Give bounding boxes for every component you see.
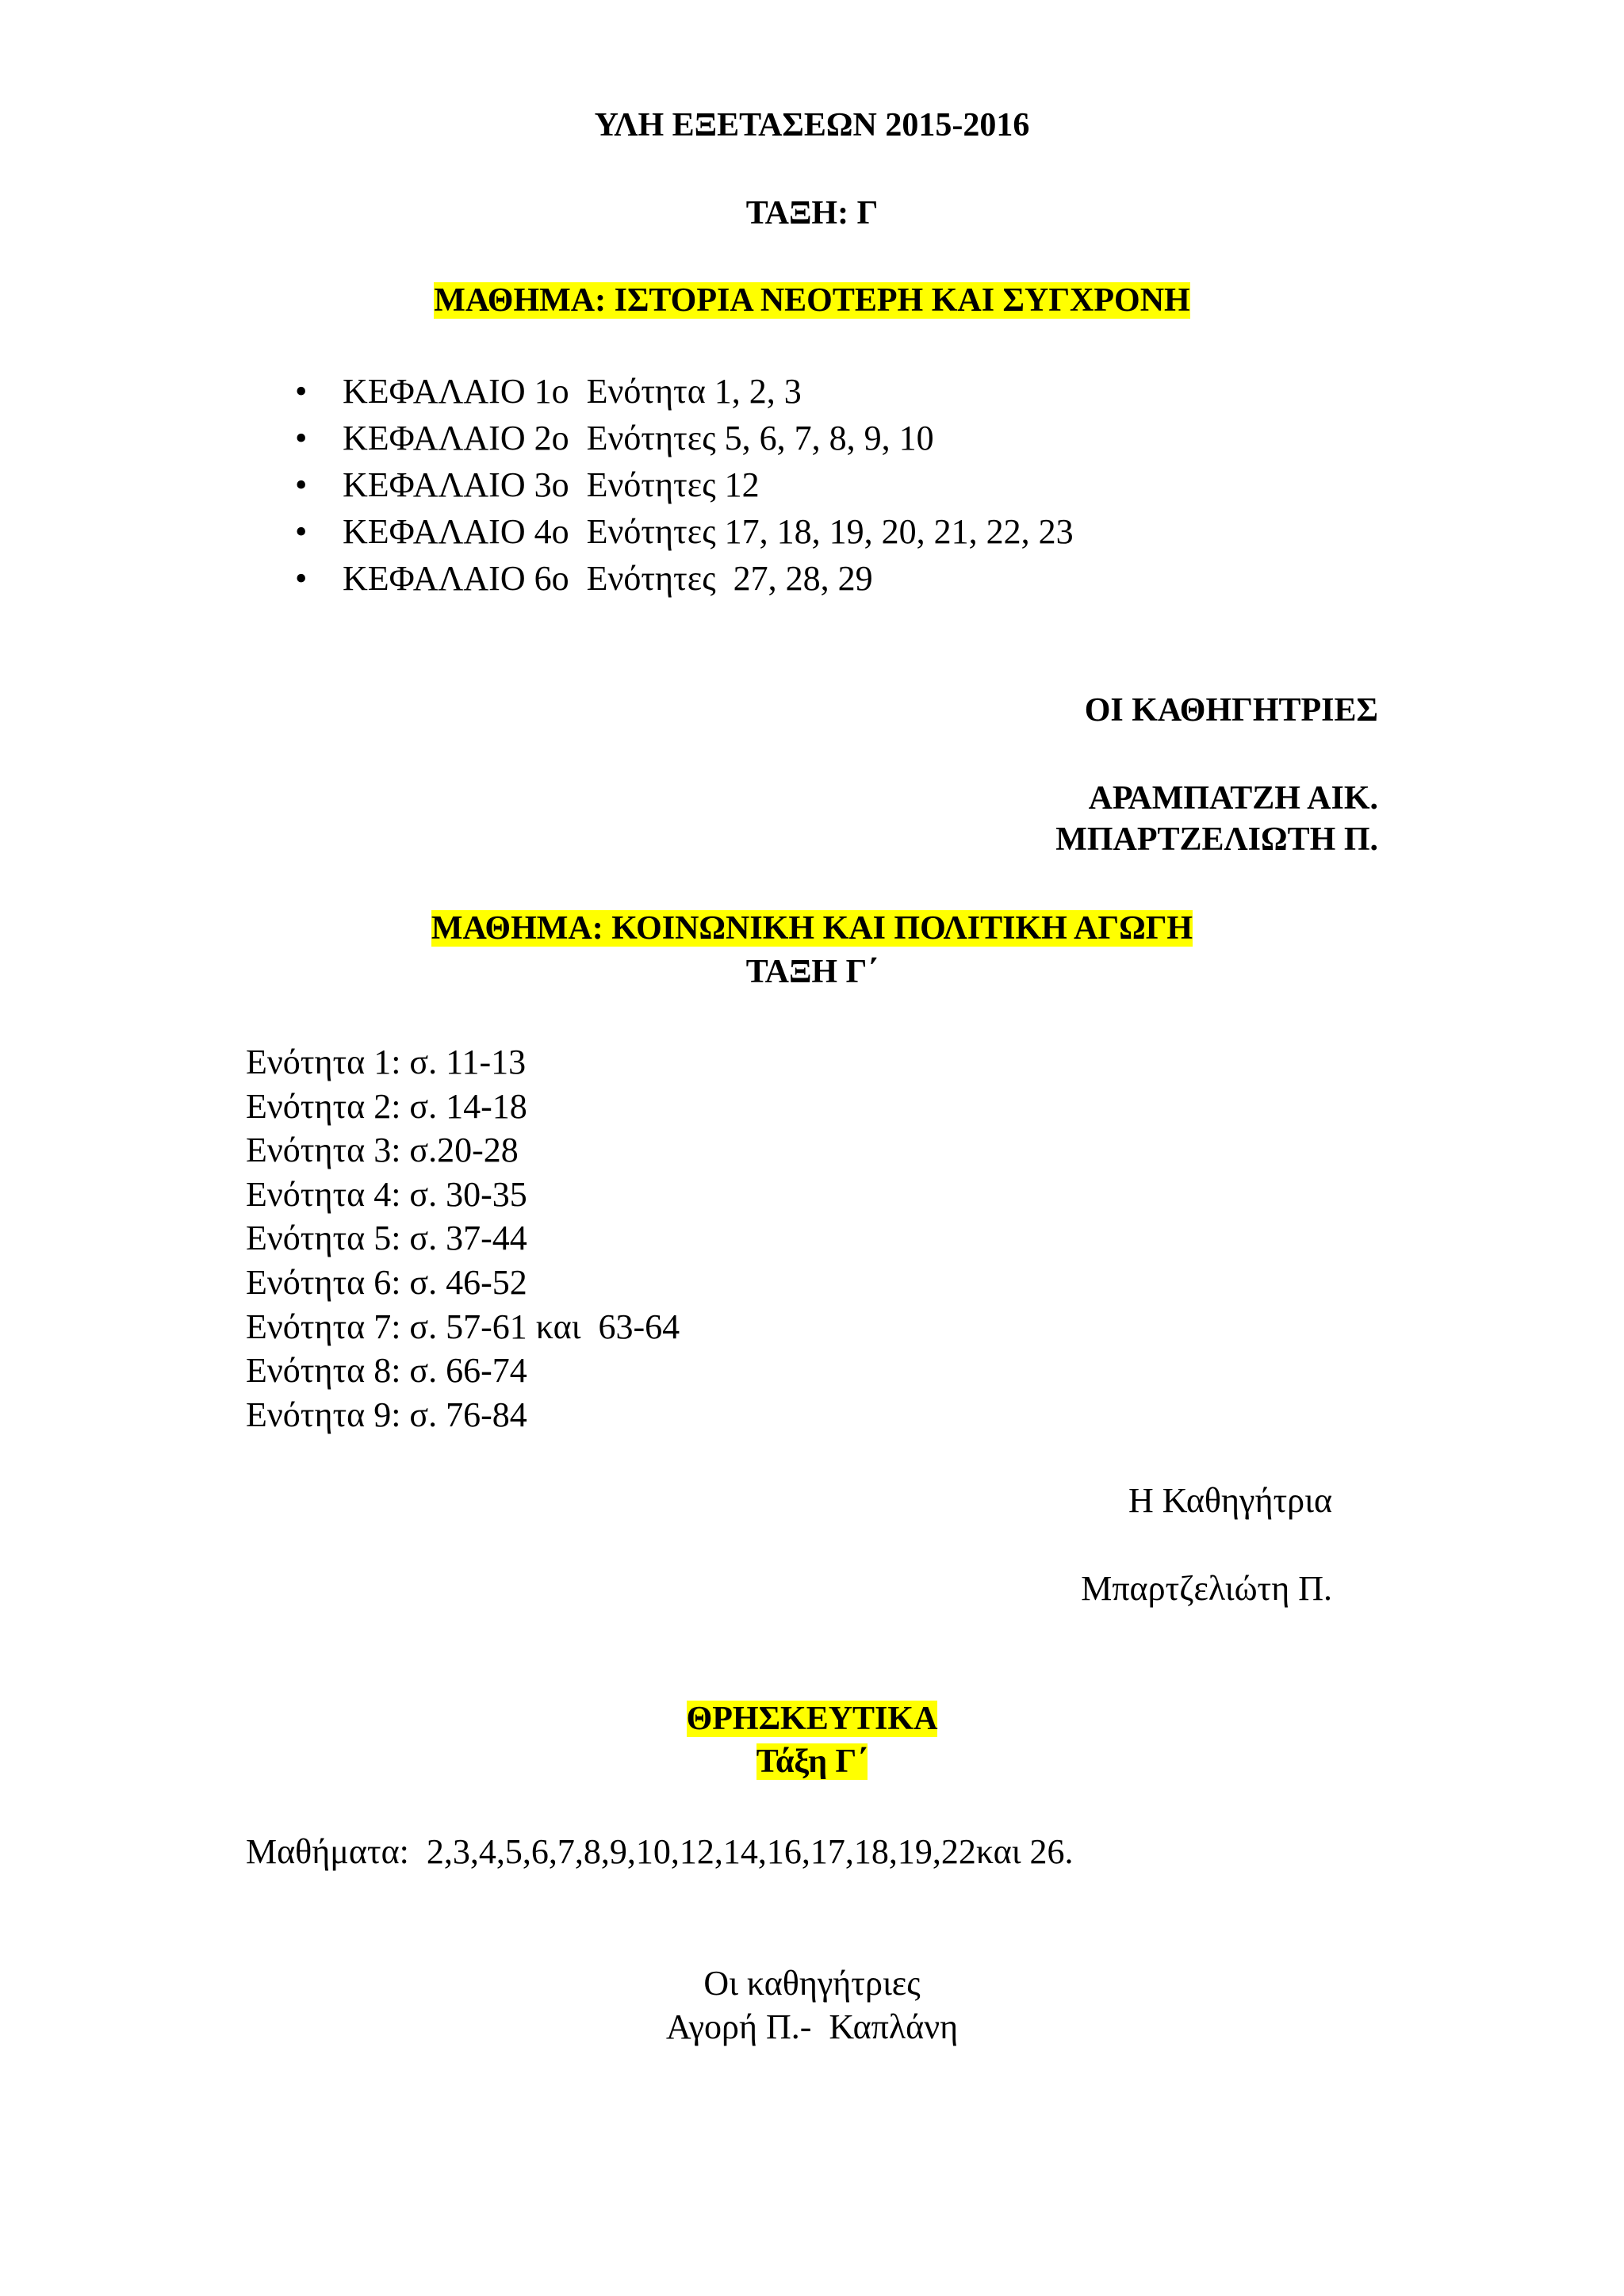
bullet-icon: •: [295, 419, 308, 457]
history-signatory-2: ΜΠΑΡΤΖΕΛΙΩΤΗ Π.: [1055, 821, 1378, 858]
religion-lessons: Μαθήματα: 2,3,4,5,6,7,8,9,10,12,14,16,17,18,19,22και 26.: [246, 1832, 1074, 1871]
religion-heading-text: ΘΡΗΣΚΕΥΤΙΚΑ: [686, 1701, 938, 1737]
list-item: • ΚΕΦΑΛΑΙΟ 4ο Ενότητες 17, 18, 19, 20, 21, 22, 23: [343, 508, 1074, 555]
list-item: • ΚΕΦΑΛΑΙΟ 1ο Ενότητα 1, 2, 3: [343, 368, 1074, 415]
civics-heading: [0, 909, 1624, 947]
history-signatory-1: ΑΡΑΜΠΑΤΖΗ ΑΙΚ.: [1088, 780, 1378, 817]
history-heading-text: ΜΑΘΗΜΑ: ΙΣΤΟΡΙΑ ΝΕΟΤΕΡΗ ΚΑΙ ΣΥΓΧΡΟΝΗ: [434, 282, 1190, 319]
list-item: Ενότητα 8: σ. 66-74: [246, 1351, 527, 1391]
bullet-icon: •: [295, 512, 308, 551]
history-chapter-list: [295, 368, 1074, 602]
bullet-icon: •: [295, 465, 308, 504]
history-signature-title: ΟΙ ΚΑΘΗΓΗΤΡΙΕΣ: [1084, 692, 1378, 729]
history-heading: [0, 281, 1624, 320]
list-item: • ΚΕΦΑΛΑΙΟ 3ο Ενότητες 12: [343, 461, 1074, 508]
civics-unit-list: [246, 1040, 680, 1437]
list-item: Ενότητα 7: σ. 57-61 και 63-64: [246, 1307, 680, 1346]
list-item: Ενότητα 6: σ. 46-52: [246, 1262, 527, 1302]
bullet-icon: •: [295, 559, 308, 598]
civics-signature-title: Η Καθηγήτρια: [1128, 1481, 1332, 1520]
list-item: Ενότητα 5: σ. 37-44: [246, 1219, 527, 1258]
list-item: Ενότητα 3: σ.20-28: [246, 1131, 519, 1170]
document-title: ΥΛΗ ΕΞΕΤΑΣΕΩΝ 2015-2016: [594, 107, 1030, 144]
bullet-icon: •: [295, 372, 308, 411]
class-label: ΤΑΞΗ: Γ: [745, 195, 879, 232]
list-item: Ενότητα 1: σ. 11-13: [246, 1043, 527, 1081]
list-item: Ενότητα 4: σ. 30-35: [246, 1174, 527, 1214]
religion-heading: [0, 1700, 1624, 1738]
religion-class-label-text: Τάξη Γ΄: [756, 1743, 868, 1780]
civics-heading-text: ΜΑΘΗΜΑ: ΚΟΙΝΩΝΙΚΗ ΚΑΙ ΠΟΛΙΤΙΚΗ ΑΓΩΓΗ: [431, 910, 1193, 947]
list-item: Ενότητα 2: σ. 14-18: [246, 1086, 527, 1126]
religion-class-label: [0, 1743, 1624, 1781]
civics-signatory: Μπαρτζελιώτη Π.: [1081, 1569, 1332, 1608]
civics-class-label: ΤΑΞΗ Γ΄: [745, 954, 879, 990]
religion-signature-title: Οι καθηγήτριες: [703, 1964, 921, 2003]
religion-signatories: Αγορή Π.- Καπλάνη: [665, 2007, 959, 2046]
list-item: • ΚΕΦΑΛΑΙΟ 2ο Ενότητες 5, 6, 7, 8, 9, 10: [343, 415, 1074, 461]
list-item: Ενότητα 9: σ. 76-84: [246, 1395, 527, 1434]
list-item: • ΚΕΦΑΛΑΙΟ 6ο Ενότητες 27, 28, 29: [343, 555, 1074, 602]
